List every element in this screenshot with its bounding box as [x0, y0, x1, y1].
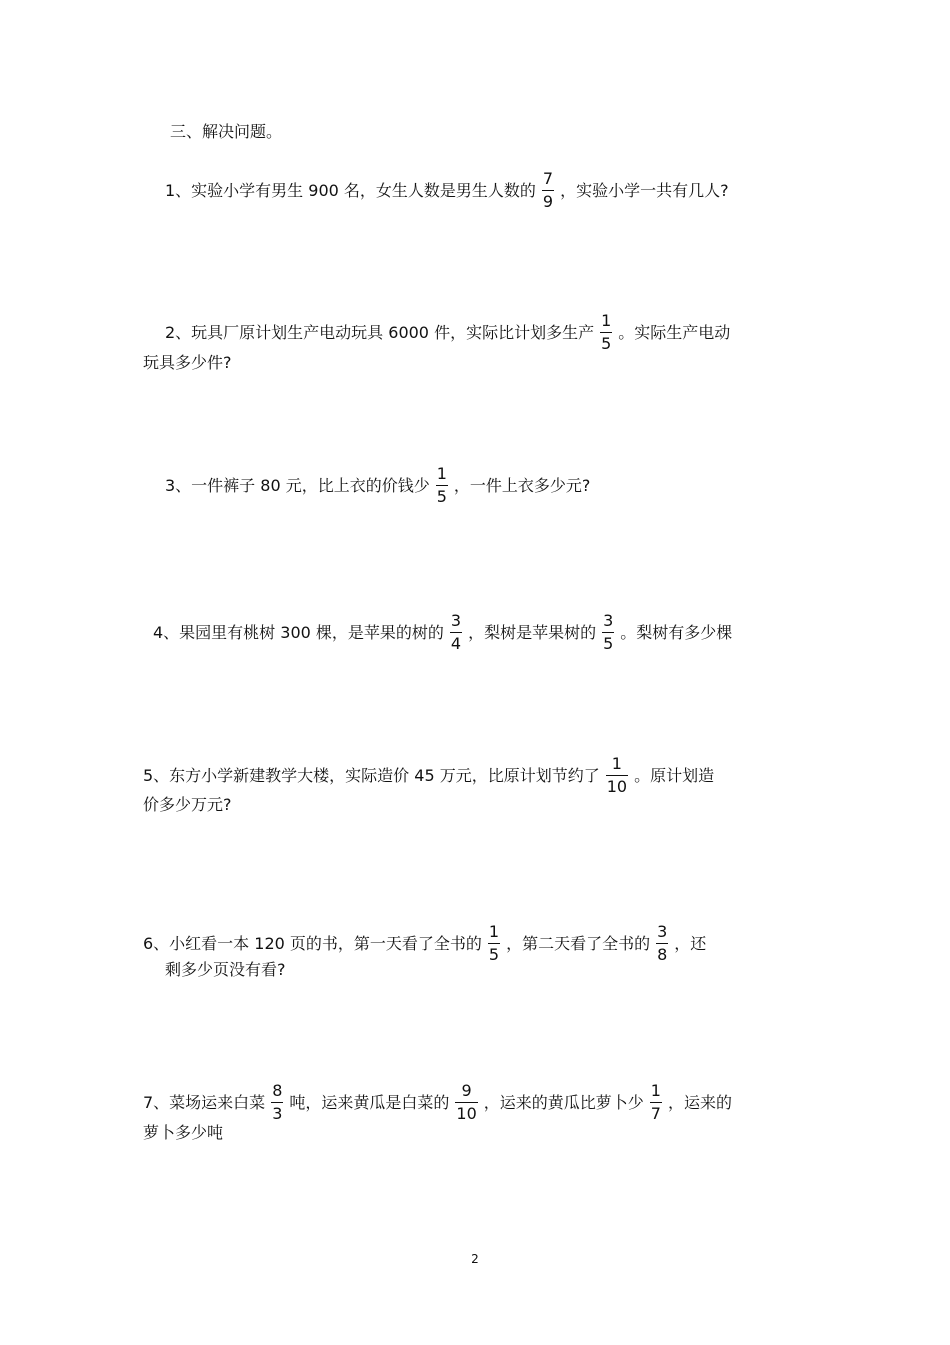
fraction-bar: [488, 943, 500, 944]
problem-4-text-a: 4、果园里有桃树 300 棵，是苹果的树的: [153, 622, 444, 642]
problem-2-fraction: [600, 312, 612, 353]
fraction-denominator: 10: [456, 1104, 477, 1123]
problem-1: [165, 170, 729, 211]
problem-1-text-b: ，实验小学一共有几人?: [560, 180, 729, 200]
problem-7-fraction-2: [455, 1082, 477, 1123]
fraction-bar: [450, 632, 462, 633]
problem-3-fraction: [436, 465, 448, 506]
problem-7-text-c: ，运来的黄瓜比萝卜少: [483, 1092, 644, 1112]
section-title: [170, 122, 282, 142]
problem-3: [165, 465, 590, 506]
fraction-denominator: 4: [450, 634, 462, 653]
page-number: 2: [471, 1252, 479, 1266]
fraction-bar: [600, 332, 612, 333]
fraction-denominator: 5: [601, 334, 612, 353]
fraction-numerator: 9: [461, 1081, 472, 1100]
fraction-numerator: 1: [650, 1081, 661, 1100]
fraction-numerator: 3: [603, 611, 614, 630]
problem-6: [143, 923, 706, 964]
problem-7-text-a: 7、菜场运来白菜: [143, 1092, 266, 1112]
problem-6-fraction-1: [488, 923, 500, 964]
problem-5-fraction: [606, 755, 628, 796]
fraction-denominator: 9: [542, 192, 554, 211]
section-title-text: 三、解决问题。: [170, 122, 283, 141]
fraction-bar: [542, 190, 554, 191]
fraction-bar: [436, 485, 448, 486]
problem-7-text-b: 吨，运来黄瓜是白菜的: [289, 1092, 450, 1112]
problem-5: [143, 755, 714, 796]
fraction-numerator: 3: [657, 922, 668, 941]
fraction-denominator: 5: [488, 945, 500, 964]
problem-3-text-b: ，一件上衣多少元?: [453, 475, 591, 495]
problem-4-text-c: 。梨树有多少棵: [620, 622, 733, 642]
fraction-bar: [455, 1102, 477, 1103]
fraction-denominator: 8: [657, 945, 668, 964]
problem-5-text-a: 5、东方小学新建教学大楼，实际造价 45 万元，比原计划节约了: [143, 765, 600, 785]
problem-6-line2: 剩多少页没有看?: [165, 960, 286, 979]
problem-2: [165, 312, 730, 353]
fraction-numerator: 7: [542, 169, 554, 188]
problem-7: [143, 1082, 732, 1123]
fraction-numerator: 1: [436, 464, 447, 483]
fraction-denominator: 3: [272, 1104, 283, 1123]
problem-7-fraction-1: [271, 1082, 283, 1123]
fraction-denominator: 5: [436, 487, 447, 506]
problem-4-fraction-1: [450, 612, 462, 653]
problem-3-text-a: 3、一件裤子 80 元，比上衣的价钱少: [165, 475, 430, 495]
fraction-bar: [271, 1102, 283, 1103]
problem-5-continuation: [143, 795, 232, 815]
problem-2-text-b: 。实际生产电动: [618, 322, 731, 342]
fraction-numerator: 1: [488, 922, 500, 941]
fraction-denominator: 5: [603, 634, 614, 653]
fraction-numerator: 1: [601, 311, 612, 330]
problem-7-continuation: [143, 1123, 223, 1143]
fraction-bar: [656, 943, 668, 944]
fraction-bar: [606, 775, 628, 776]
problem-7-fraction-3: [650, 1082, 662, 1123]
fraction-numerator: 3: [450, 611, 462, 630]
problem-1-text-a: 1、实验小学有男生 900 名，女生人数是男生人数的: [165, 180, 536, 200]
problem-5-line2: 价多少万元?: [143, 795, 232, 814]
problem-6-text-b: ，第二天看了全书的: [506, 933, 651, 953]
fraction-denominator: 7: [650, 1104, 661, 1123]
problem-2-continuation: [143, 353, 232, 373]
problem-7-line2: 萝卜多少吨: [143, 1123, 224, 1142]
problem-4-text-b: ，梨树是苹果树的: [468, 622, 597, 642]
fraction-denominator: 10: [606, 777, 628, 796]
problem-6-text-a: 6、小红看一本 120 页的书，第一天看了全书的: [143, 933, 482, 953]
fraction-numerator: 8: [272, 1081, 283, 1100]
problem-6-text-c: ，还: [674, 933, 707, 953]
problem-1-fraction: [542, 170, 554, 211]
problem-2-line2: 玩具多少件?: [143, 353, 232, 372]
problem-2-text-a: 2、玩具厂原计划生产电动玩具 6000 件，实际比计划多生产: [165, 322, 595, 342]
fraction-bar: [602, 632, 614, 633]
fraction-bar: [650, 1102, 662, 1103]
fraction-numerator: 1: [611, 754, 622, 773]
problem-6-fraction-2: [656, 923, 668, 964]
problem-7-text-d: ，运来的: [667, 1092, 732, 1112]
problem-5-text-b: 。原计划造: [634, 765, 715, 785]
problem-4-fraction-2: [602, 612, 614, 653]
problem-6-continuation: [165, 960, 286, 980]
problem-4: [153, 612, 732, 653]
